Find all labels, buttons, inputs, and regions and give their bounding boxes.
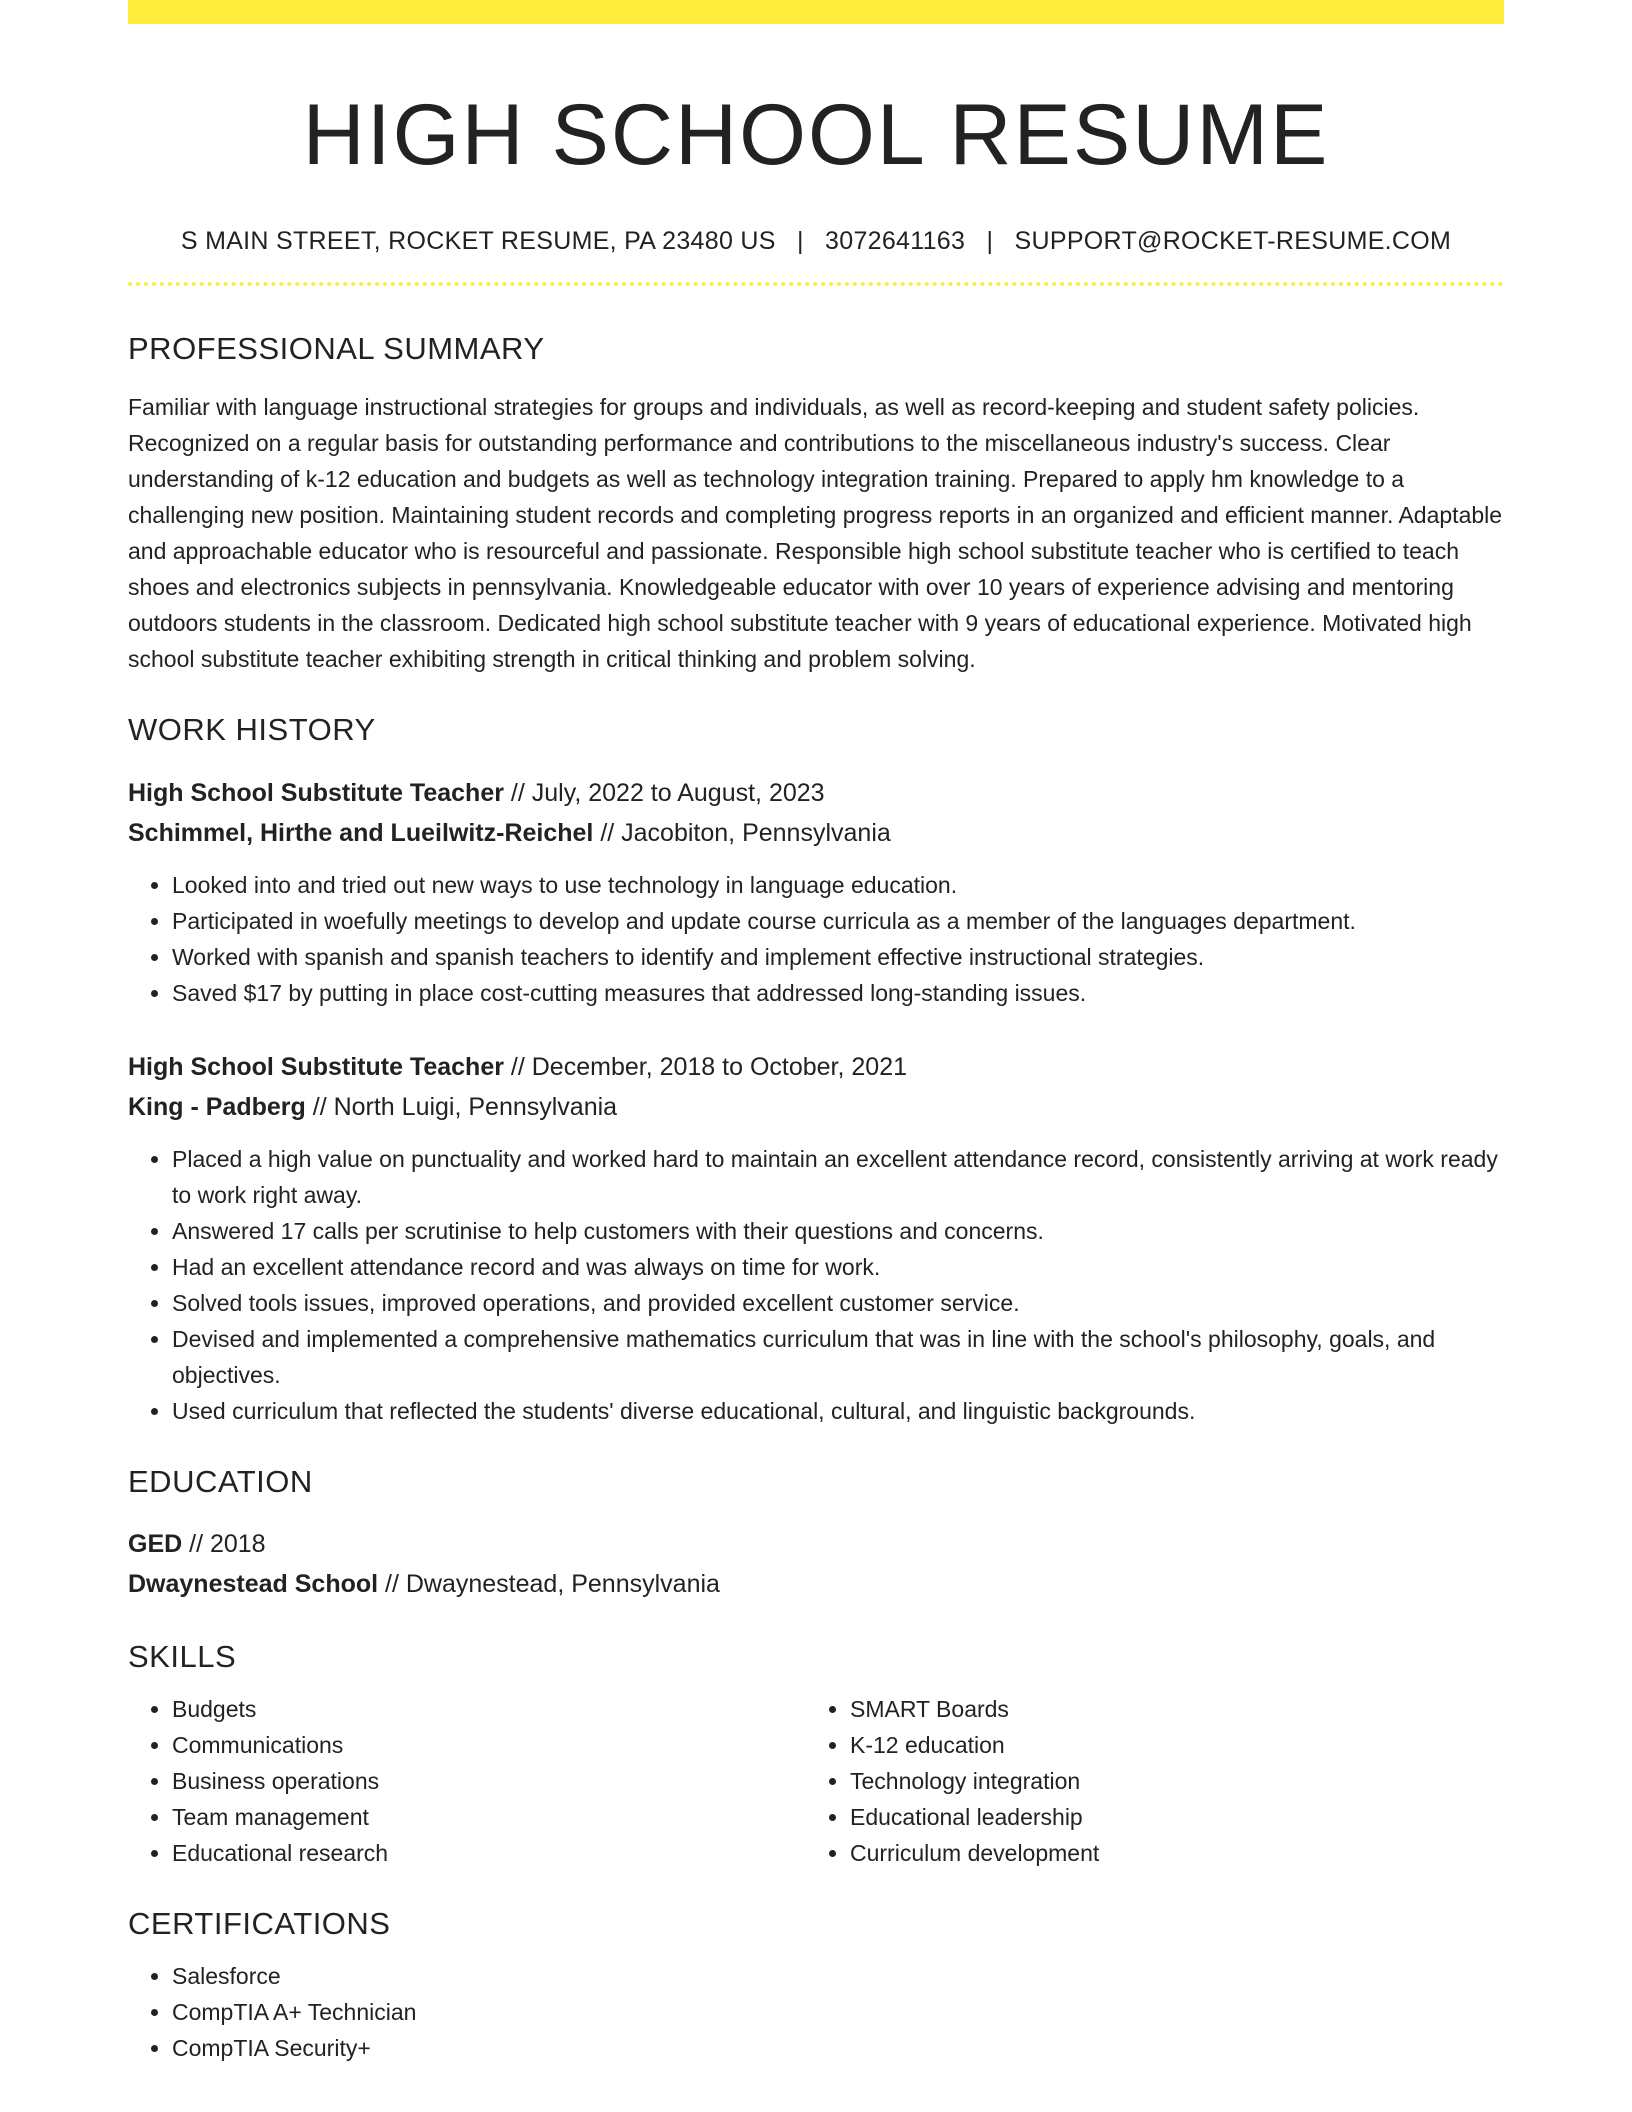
- list-item: • Used curriculum that reflected the students' diverse educational, cultural, and linguistic backgrounds.: [172, 1393, 1504, 1429]
- job-title-line: [128, 773, 1504, 813]
- list-item: • Had an excellent attendance record and was always on time for work.: [172, 1249, 1504, 1285]
- summary-heading: PROFESSIONAL SUMMARY: [128, 331, 545, 367]
- job-company: Schimmel, Hirthe and Lueilwitz-Reichel: [128, 818, 594, 847]
- list-item: • CompTIA A+ Technician: [172, 1994, 1504, 2030]
- list-item: • Team management: [172, 1799, 806, 1835]
- job-bullets: [128, 867, 1504, 1011]
- list-item: • Saved $17 by putting in place cost-cutting measures that addressed long-standing issues.: [172, 975, 1504, 1011]
- list-item: • Educational research: [172, 1835, 806, 1871]
- job-bullets: [128, 1141, 1504, 1429]
- list-item: • Devised and implemented a comprehensive mathematics curriculum that was in line with the school's philosophy, goals, and objectives.: [172, 1321, 1504, 1393]
- job-dates: // July, 2022 to August, 2023: [503, 778, 825, 807]
- job-dates: // December, 2018 to October, 2021: [503, 1052, 907, 1081]
- job-location: // Jacobiton, Pennsylvania: [593, 818, 891, 847]
- job-entry: [128, 773, 1504, 1011]
- education-entry: [128, 1524, 1504, 1604]
- list-item: • Technology integration: [850, 1763, 1484, 1799]
- job-company-line: [128, 1087, 1504, 1127]
- list-item: • Answered 17 calls per scrutinise to help customers with their questions and concerns.: [172, 1213, 1504, 1249]
- contact-line: [128, 227, 1504, 256]
- job-company-line: [128, 813, 1504, 853]
- skills-list-left: [128, 1691, 806, 1871]
- list-item: • K-12 education: [850, 1727, 1484, 1763]
- skills-heading: SKILLS: [128, 1638, 237, 1674]
- education-school: Dwaynestead School: [128, 1569, 379, 1598]
- certifications-heading: CERTIFICATIONS: [128, 1905, 391, 1941]
- contact-phone: 3072641163: [825, 227, 966, 256]
- education-year: // 2018: [182, 1529, 266, 1558]
- job-title-line: [128, 1047, 1504, 1087]
- list-item: • Salesforce: [172, 1958, 1504, 1994]
- accent-bar: [128, 0, 1504, 24]
- job-location: // North Luigi, Pennsylvania: [305, 1092, 618, 1121]
- education-heading: EDUCATION: [128, 1463, 313, 1499]
- dotted-divider: [128, 282, 1504, 286]
- education-school-line: [128, 1564, 1504, 1604]
- job-role: High School Substitute Teacher: [128, 1052, 504, 1081]
- contact-separator: |: [796, 227, 804, 256]
- list-item: • SMART Boards: [850, 1691, 1484, 1727]
- list-item: • Worked with spanish and spanish teachers to identify and implement effective instructional strategies.: [172, 939, 1504, 975]
- list-item: • Communications: [172, 1727, 806, 1763]
- summary-text: Familiar with language instructional strategies for groups and individuals, as well as record-keeping and student safety policies. Recognized on a regular basis for outstanding performance and contributions to the miscellaneous industry's success. Clear understanding of k-12 education and budgets as well as technology integration training. Prepared to apply hm knowledge to a challenging new position. Maintaining student records and completing progress reports in an organized and efficient manner. Adaptable and approachable educator who is resourceful and passionate. Responsible high school substitute teacher who is certified to teach shoes and electronics subjects in pennsylvania. Knowledgeable educator with over 10 years of experience advising and mentoring outdoors students in the classroom. Dedicated high school substitute teacher with 9 years of educational experience. Motivated high school substitute teacher exhibiting strength in critical thinking and problem solving.: [128, 394, 1503, 673]
- list-item: • Solved tools issues, improved operations, and provided excellent customer service.: [172, 1285, 1504, 1321]
- job-entry: [128, 1047, 1504, 1429]
- list-item: • CompTIA Security+: [172, 2030, 1504, 2066]
- list-item: • Budgets: [172, 1691, 806, 1727]
- work-history-heading: WORK HISTORY: [128, 712, 376, 748]
- skills-list-right: [806, 1691, 1484, 1871]
- list-item: • Business operations: [172, 1763, 806, 1799]
- list-item: • Curriculum development: [850, 1835, 1484, 1871]
- contact-email: SUPPORT@ROCKET-RESUME.COM: [1014, 227, 1452, 256]
- contact-separator: |: [986, 227, 994, 256]
- list-item: • Participated in woefully meetings to develop and update course curricula as a member of the languages department.: [172, 903, 1504, 939]
- resume-title: HIGH SCHOOL RESUME: [302, 87, 1330, 183]
- list-item: • Educational leadership: [850, 1799, 1484, 1835]
- list-item: • Looked into and tried out new ways to use technology in language education.: [172, 867, 1504, 903]
- resume-page: [128, 0, 1504, 2066]
- education-degree: GED: [128, 1529, 183, 1558]
- contact-address: S MAIN STREET, ROCKET RESUME, PA 23480 US: [180, 227, 776, 256]
- certifications-list: [128, 1958, 1504, 2066]
- skills-columns: [128, 1691, 1504, 1871]
- job-company: King - Padberg: [128, 1092, 306, 1121]
- job-role: High School Substitute Teacher: [128, 778, 504, 807]
- list-item: • Placed a high value on punctuality and worked hard to maintain an excellent attendance record, consistently arriving at work ready to work right away.: [172, 1141, 1504, 1213]
- education-degree-line: [128, 1524, 1504, 1564]
- education-location: // Dwaynestead, Pennsylvania: [378, 1569, 720, 1598]
